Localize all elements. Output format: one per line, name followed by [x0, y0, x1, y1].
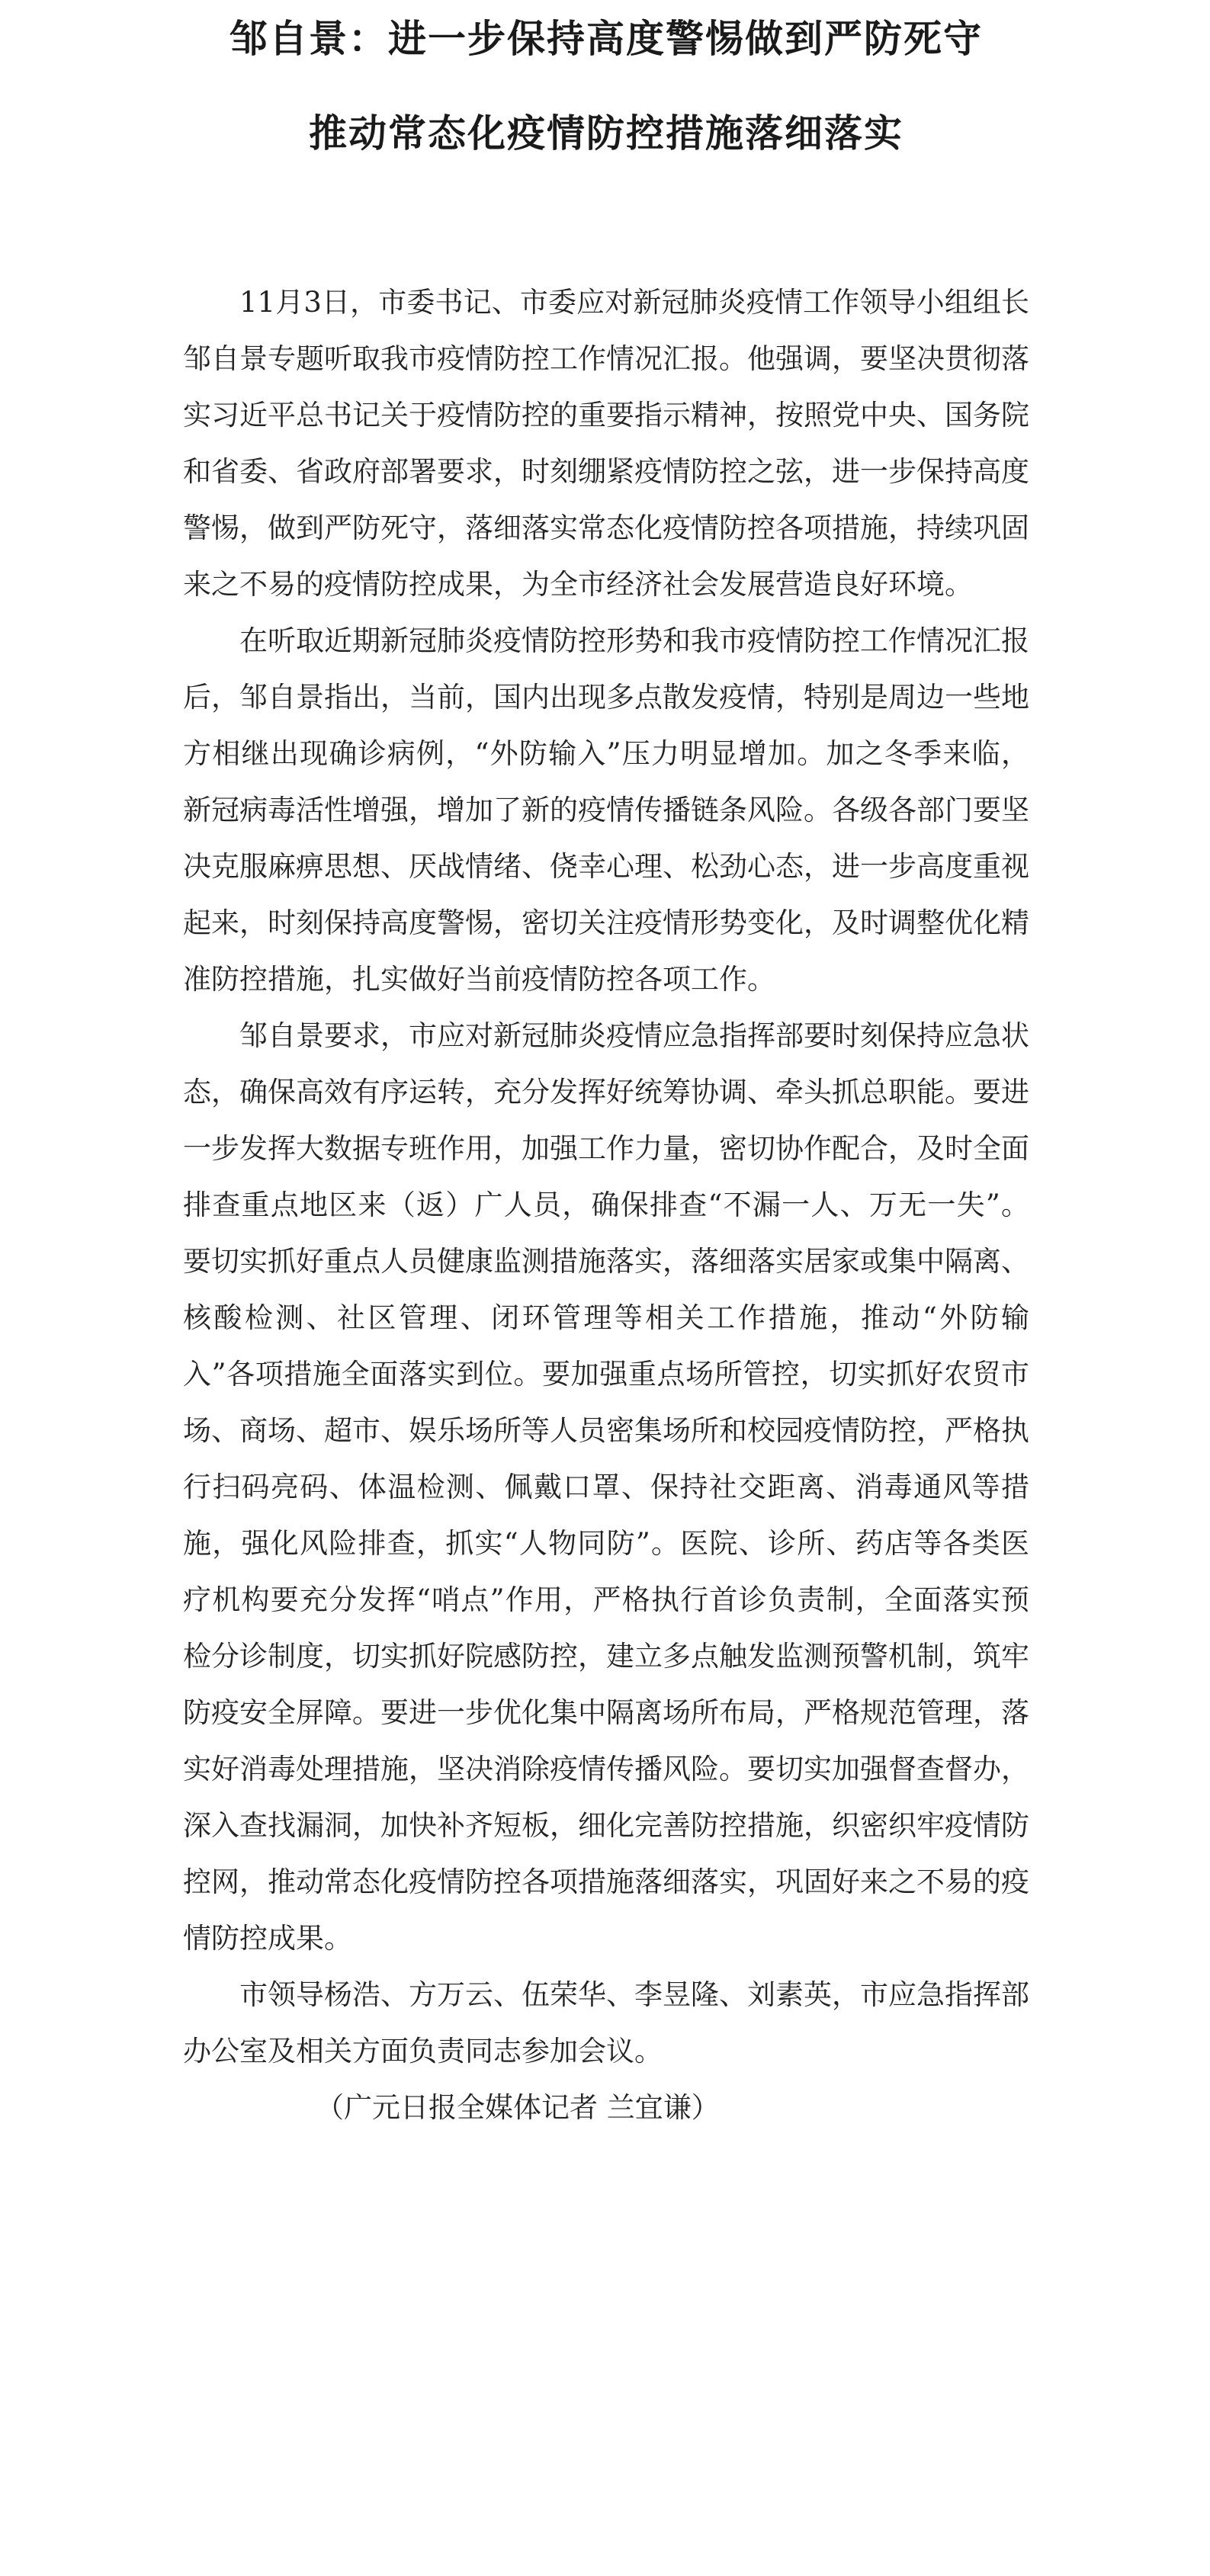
headline-line-1: 邹自景：进一步保持高度警惕做到严防死守: [229, 17, 983, 61]
article: [183, 0, 1029, 2136]
byline: （广元日报全媒体记者 兰宜谦）: [316, 2091, 720, 2124]
headline-line-2: 推动常态化疫情防控措施落细落实: [309, 111, 903, 156]
paragraph-1: 11月3日，市委书记、市委应对新冠肺炎疫情工作领导小组组长邹自景专题听取我市疫情防控工作情况汇报。他强调，要坚决贯彻落实习近平总书记关于疫情防控的重要指示精神，按照党中央、国务院和省委、省政府部署要求，时刻绷紧疫情防控之弦，进一步保持高度警惕，做到严防死守，落细落实常态化疫情防控各项措施，持续巩固来之不易的疫情防控成果，为全市经济社会发展营造良好环境。: [183, 286, 1029, 601]
paragraph-2: 在听取近期新冠肺炎疫情防控形势和我市疫情防控工作情况汇报后，邹自景指出，当前，国内出现多点散发疫情，特别是周边一些地方相继出现确诊病例，“外防输入”压力明显增加。加之冬季来临，新冠病毒活性增强，增加了新的疫情传播链条风险。各级各部门要坚决克服麻痹思想、厌战情绪、侥幸心理、松劲心态，进一步高度重视起来，时刻保持高度警惕，密切关注疫情形势变化，及时调整优化精准防控措施，扎实做好当前疫情防控各项工作。: [183, 624, 1029, 996]
paragraph-3: 邹自景要求，市应对新冠肺炎疫情应急指挥部要时刻保持应急状态，确保高效有序运转，充分发挥好统筹协调、牵头抓总职能。要进一步发挥大数据专班作用，加强工作力量，密切协作配合，及时全面排查重点地区来（返）广人员，确保排查“不漏一人、万无一失”。要切实抓好重点人员健康监测措施落实，落细落实居家或集中隔离、核酸检测、社区管理、闭环管理等相关工作措施，推动“外防输入”各项措施全面落实到位。要加强重点场所管控，切实抓好农贸市场、商场、超市、娱乐场所等人员密集场所和校园疫情防控，严格执行扫码亮码、体温检测、佩戴口罩、保持社交距离、消毒通风等措施，强化风险排查，抓实“人物同防”。医院、诊所、药店等各类医疗机构要充分发挥“哨点”作用，严格执行首诊负责制，全面落实预检分诊制度，切实抓好院感防控，建立多点触发监测预警机制，筑牢防疫安全屏障。要进一步优化集中隔离场所布局，严格规范管理，落实好消毒处理措施，坚决消除疫情传播风险。要切实加强督查督办，深入查找漏洞，加快补齐短板，细化完善防控措施，织密织牢疫情防控网，推动常态化疫情防控各项措施落细落实，巩固好来之不易的疫情防控成果。: [183, 1019, 1029, 1955]
paragraph-4: 市领导杨浩、方万云、伍荣华、李昱隆、刘素英，市应急指挥部办公室及相关方面负责同志参加会议。: [183, 1978, 1029, 2068]
article-body: [183, 274, 1029, 2136]
